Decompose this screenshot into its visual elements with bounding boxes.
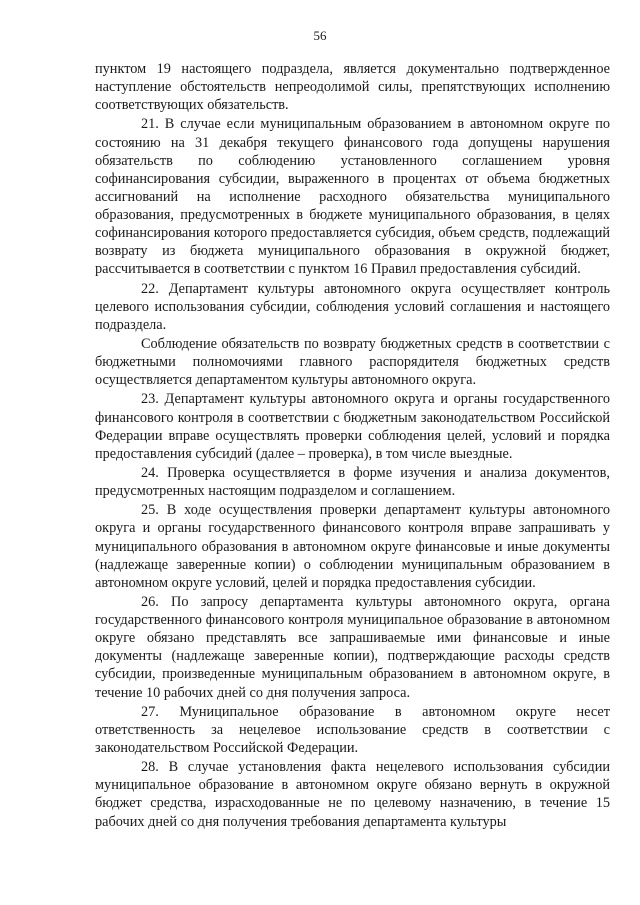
paragraph-20-continuation: пунктом 19 настоящего подраздела, является документально подтвержденное наступление обстоятельств непреодолимой силы, препятствующих исполнению соответствующих обязательств. xyxy=(95,61,610,114)
paragraph-22-note: Соблюдение обязательств по возврату бюджетных средств в соответствии с бюджетными полномочиями главного распорядителя бюджетных средств осуществляется департаментом культуры автономного округа. xyxy=(95,335,610,389)
paragraph-21: 21. В случае если муниципальным образованием в автономном округе по состоянию на 31 декабря текущего финансового года допущены нарушения обязательств по соблюдению установленного соглашением уровня софинансирования субсидии, выраженного в процентах от объема бюджетных ассигнований на исполнение расходного обязательства муниципального образования, предусмотренных в бюджете муниципального образования, в целях софинансирования которого предоставляется субсидия, объем средств, подлежащий возврату из бюджета муниципального образования в окружной бюджет, рассчитывается в соответствии с пунктом 16 Правил предоставления субсидий. xyxy=(95,116,610,278)
paragraph-23: 23. Департамент культуры автономного округа и органы государственного финансового контроля в соответствии с бюджетным законодательством Российской Федерации вправе осуществлять проверки соблюдения целей, условий и порядка предоставления субсидий (далее – проверка), в том числе выездные. xyxy=(95,391,610,462)
paragraph-26: 26. По запросу департамента культуры автономного округа, органа государственного финансового контроля муниципальное образование в автономном округе обязано представлять все запрашиваемые ими финансовые и иные документы (надлежаще заверенные копии), подтверждающие расходы средств субсидии, произведенные муниципальным образованием в автономном округе, в течение 10 рабочих дней со дня получения запроса. xyxy=(95,594,610,701)
paragraph-22: 22. Департамент культуры автономного округа осуществляет контроль целевого использования субсидии, соблюдения условий соглашения и настоящего подраздела. xyxy=(95,280,610,333)
paragraph-28: 28. В случае установления факта нецелевого использования субсидии муниципальное образование в автономном округе обязано вернуть в окружной бюджет средства, израсходованные не по целевому назначению, в течение 15 рабочих дней со дня получения требования департамента культуры xyxy=(95,759,610,830)
paragraph-25: 25. В ходе осуществления проверки департамент культуры автономного округа и органы государственного финансового контроля вправе запрашивать у муниципального образования в автономном округе финансовые и иные документы (надлежаще заверенные копии) о соблюдении муниципальным образованием в автономном округе условий, целей и порядка предоставления субсидии. xyxy=(95,502,610,591)
page-number: 56 xyxy=(313,28,327,43)
document-body xyxy=(95,60,610,832)
paragraph-27: 27. Муниципальное образование в автономном округе несет ответственность за нецелевое использование средств в соответствии с законодательством Российской Федерации. xyxy=(95,703,610,756)
paragraph-24: 24. Проверка осуществляется в форме изучения и анализа документов, предусмотренных настоящим подразделом и соглашением. xyxy=(95,465,610,500)
